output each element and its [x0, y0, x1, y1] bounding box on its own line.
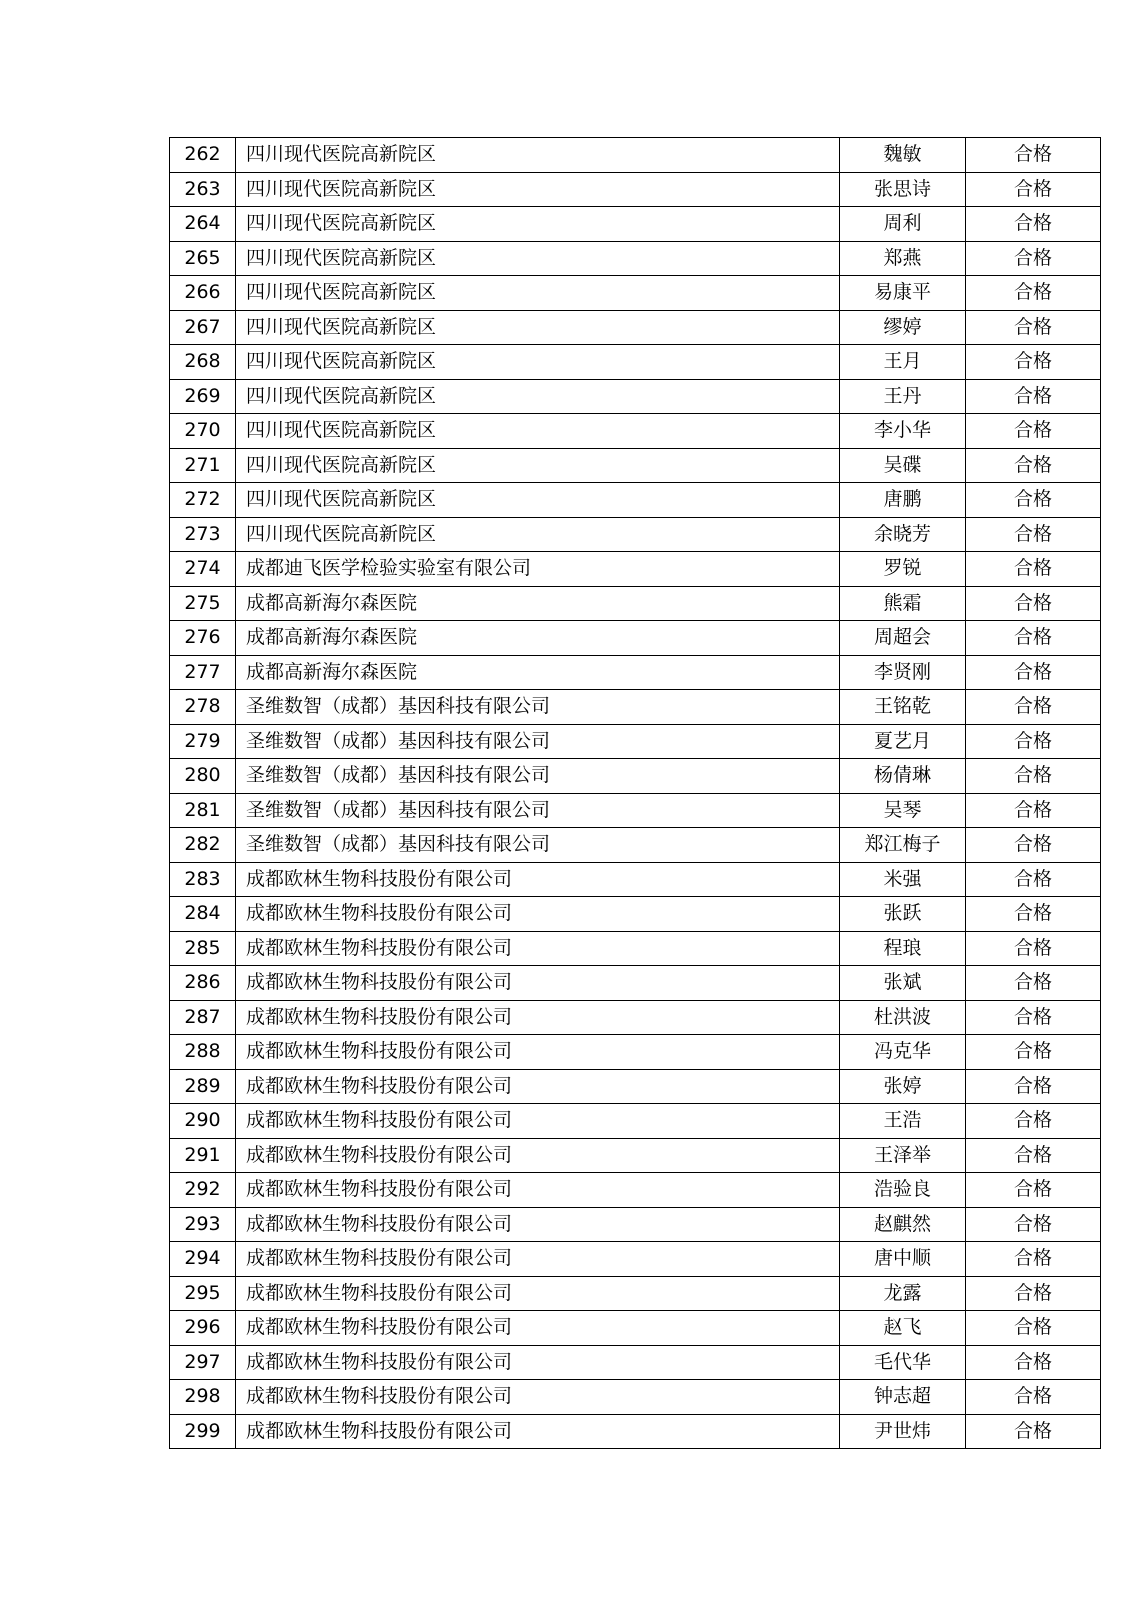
- organization-cell: 成都欧林生物科技股份有限公司: [236, 1242, 840, 1277]
- row-number-cell: 280: [170, 759, 236, 794]
- person-name-cell: 吴碟: [840, 448, 966, 483]
- row-number-cell: 270: [170, 414, 236, 449]
- result-cell: 合格: [966, 759, 1101, 794]
- organization-cell: 成都高新海尔森医院: [236, 655, 840, 690]
- person-name-cell: 赵飞: [840, 1311, 966, 1346]
- person-name-cell: 缪婷: [840, 310, 966, 345]
- person-name-cell: 王泽举: [840, 1138, 966, 1173]
- organization-cell: 成都欧林生物科技股份有限公司: [236, 862, 840, 897]
- row-number-cell: 269: [170, 379, 236, 414]
- organization-cell: 圣维数智（成都）基因科技有限公司: [236, 690, 840, 725]
- result-cell: 合格: [966, 724, 1101, 759]
- row-number-cell: 275: [170, 586, 236, 621]
- organization-cell: 四川现代医院高新院区: [236, 379, 840, 414]
- table-row: [170, 931, 1101, 966]
- row-number-cell: 279: [170, 724, 236, 759]
- result-cell: 合格: [966, 138, 1101, 173]
- table-row: [170, 1242, 1101, 1277]
- organization-cell: 成都欧林生物科技股份有限公司: [236, 966, 840, 1001]
- person-name-cell: 夏艺月: [840, 724, 966, 759]
- person-name-cell: 尹世炜: [840, 1414, 966, 1449]
- organization-cell: 圣维数智（成都）基因科技有限公司: [236, 828, 840, 863]
- row-number-cell: 290: [170, 1104, 236, 1139]
- row-number-cell: 274: [170, 552, 236, 587]
- table-row: [170, 655, 1101, 690]
- result-cell: 合格: [966, 793, 1101, 828]
- result-cell: 合格: [966, 414, 1101, 449]
- row-number-cell: 272: [170, 483, 236, 518]
- result-cell: 合格: [966, 1311, 1101, 1346]
- row-number-cell: 266: [170, 276, 236, 311]
- person-name-cell: 张思诗: [840, 172, 966, 207]
- organization-cell: 成都欧林生物科技股份有限公司: [236, 1000, 840, 1035]
- row-number-cell: 263: [170, 172, 236, 207]
- result-cell: 合格: [966, 621, 1101, 656]
- table-row: [170, 207, 1101, 242]
- table-row: [170, 1311, 1101, 1346]
- person-name-cell: 熊霜: [840, 586, 966, 621]
- person-name-cell: 王月: [840, 345, 966, 380]
- organization-cell: 成都欧林生物科技股份有限公司: [236, 1138, 840, 1173]
- results-table: [169, 137, 1101, 1449]
- result-cell: 合格: [966, 345, 1101, 380]
- row-number-cell: 283: [170, 862, 236, 897]
- organization-cell: 圣维数智（成都）基因科技有限公司: [236, 793, 840, 828]
- organization-cell: 成都欧林生物科技股份有限公司: [236, 1345, 840, 1380]
- organization-cell: 四川现代医院高新院区: [236, 241, 840, 276]
- table-row: [170, 1173, 1101, 1208]
- result-cell: 合格: [966, 1138, 1101, 1173]
- person-name-cell: 赵麒然: [840, 1207, 966, 1242]
- table-row: [170, 345, 1101, 380]
- row-number-cell: 268: [170, 345, 236, 380]
- person-name-cell: 米强: [840, 862, 966, 897]
- table-row: [170, 1104, 1101, 1139]
- row-number-cell: 264: [170, 207, 236, 242]
- person-name-cell: 王丹: [840, 379, 966, 414]
- organization-cell: 成都欧林生物科技股份有限公司: [236, 1276, 840, 1311]
- result-cell: 合格: [966, 241, 1101, 276]
- organization-cell: 四川现代医院高新院区: [236, 172, 840, 207]
- table-row: [170, 621, 1101, 656]
- row-number-cell: 294: [170, 1242, 236, 1277]
- table-row: [170, 1069, 1101, 1104]
- organization-cell: 成都欧林生物科技股份有限公司: [236, 1207, 840, 1242]
- table-row: [170, 862, 1101, 897]
- table-row: [170, 310, 1101, 345]
- result-cell: 合格: [966, 655, 1101, 690]
- row-number-cell: 298: [170, 1380, 236, 1415]
- person-name-cell: 周利: [840, 207, 966, 242]
- row-number-cell: 291: [170, 1138, 236, 1173]
- table-row: [170, 1380, 1101, 1415]
- result-cell: 合格: [966, 897, 1101, 932]
- table-row: [170, 586, 1101, 621]
- organization-cell: 成都欧林生物科技股份有限公司: [236, 1414, 840, 1449]
- organization-cell: 成都欧林生物科技股份有限公司: [236, 1104, 840, 1139]
- table-row: [170, 483, 1101, 518]
- table-row: [170, 448, 1101, 483]
- row-number-cell: 271: [170, 448, 236, 483]
- table-row: [170, 414, 1101, 449]
- person-name-cell: 罗锐: [840, 552, 966, 587]
- person-name-cell: 冯克华: [840, 1035, 966, 1070]
- person-name-cell: 毛代华: [840, 1345, 966, 1380]
- organization-cell: 四川现代医院高新院区: [236, 207, 840, 242]
- result-cell: 合格: [966, 586, 1101, 621]
- person-name-cell: 余晓芳: [840, 517, 966, 552]
- result-cell: 合格: [966, 483, 1101, 518]
- table-row: [170, 1276, 1101, 1311]
- row-number-cell: 262: [170, 138, 236, 173]
- result-cell: 合格: [966, 310, 1101, 345]
- table-row: [170, 172, 1101, 207]
- person-name-cell: 王铭乾: [840, 690, 966, 725]
- person-name-cell: 程琅: [840, 931, 966, 966]
- organization-cell: 成都欧林生物科技股份有限公司: [236, 1380, 840, 1415]
- row-number-cell: 281: [170, 793, 236, 828]
- organization-cell: 成都欧林生物科技股份有限公司: [236, 1173, 840, 1208]
- result-cell: 合格: [966, 448, 1101, 483]
- result-cell: 合格: [966, 1242, 1101, 1277]
- person-name-cell: 周超会: [840, 621, 966, 656]
- result-cell: 合格: [966, 862, 1101, 897]
- result-cell: 合格: [966, 690, 1101, 725]
- row-number-cell: 276: [170, 621, 236, 656]
- organization-cell: 四川现代医院高新院区: [236, 414, 840, 449]
- result-cell: 合格: [966, 1207, 1101, 1242]
- organization-cell: 四川现代医院高新院区: [236, 483, 840, 518]
- table-row: [170, 517, 1101, 552]
- row-number-cell: 286: [170, 966, 236, 1001]
- organization-cell: 四川现代医院高新院区: [236, 345, 840, 380]
- row-number-cell: 282: [170, 828, 236, 863]
- table-row: [170, 793, 1101, 828]
- table-row: [170, 1345, 1101, 1380]
- table-row: [170, 241, 1101, 276]
- table-row: [170, 724, 1101, 759]
- person-name-cell: 吴琴: [840, 793, 966, 828]
- person-name-cell: 杨倩琳: [840, 759, 966, 794]
- result-cell: 合格: [966, 207, 1101, 242]
- table-row: [170, 138, 1101, 173]
- person-name-cell: 钟志超: [840, 1380, 966, 1415]
- row-number-cell: 299: [170, 1414, 236, 1449]
- person-name-cell: 张斌: [840, 966, 966, 1001]
- person-name-cell: 魏敏: [840, 138, 966, 173]
- organization-cell: 四川现代医院高新院区: [236, 138, 840, 173]
- result-cell: 合格: [966, 1104, 1101, 1139]
- result-cell: 合格: [966, 931, 1101, 966]
- table-row: [170, 1414, 1101, 1449]
- row-number-cell: 295: [170, 1276, 236, 1311]
- result-cell: 合格: [966, 828, 1101, 863]
- organization-cell: 四川现代医院高新院区: [236, 517, 840, 552]
- organization-cell: 四川现代医院高新院区: [236, 310, 840, 345]
- table-row: [170, 897, 1101, 932]
- table-row: [170, 379, 1101, 414]
- person-name-cell: 郑江梅子: [840, 828, 966, 863]
- result-cell: 合格: [966, 1345, 1101, 1380]
- organization-cell: 成都欧林生物科技股份有限公司: [236, 1311, 840, 1346]
- result-cell: 合格: [966, 1414, 1101, 1449]
- person-name-cell: 张跃: [840, 897, 966, 932]
- result-cell: 合格: [966, 1035, 1101, 1070]
- row-number-cell: 285: [170, 931, 236, 966]
- organization-cell: 成都迪飞医学检验实验室有限公司: [236, 552, 840, 587]
- table-row: [170, 1000, 1101, 1035]
- organization-cell: 成都高新海尔森医院: [236, 621, 840, 656]
- table-row: [170, 966, 1101, 1001]
- organization-cell: 四川现代医院高新院区: [236, 276, 840, 311]
- row-number-cell: 289: [170, 1069, 236, 1104]
- row-number-cell: 278: [170, 690, 236, 725]
- results-table-body: [170, 138, 1101, 1449]
- person-name-cell: 唐中顺: [840, 1242, 966, 1277]
- person-name-cell: 易康平: [840, 276, 966, 311]
- organization-cell: 成都欧林生物科技股份有限公司: [236, 897, 840, 932]
- row-number-cell: 284: [170, 897, 236, 932]
- row-number-cell: 265: [170, 241, 236, 276]
- row-number-cell: 267: [170, 310, 236, 345]
- person-name-cell: 郑燕: [840, 241, 966, 276]
- organization-cell: 成都高新海尔森医院: [236, 586, 840, 621]
- row-number-cell: 297: [170, 1345, 236, 1380]
- result-cell: 合格: [966, 379, 1101, 414]
- table-row: [170, 759, 1101, 794]
- row-number-cell: 292: [170, 1173, 236, 1208]
- organization-cell: 圣维数智（成都）基因科技有限公司: [236, 724, 840, 759]
- table-row: [170, 276, 1101, 311]
- result-cell: 合格: [966, 276, 1101, 311]
- person-name-cell: 李贤刚: [840, 655, 966, 690]
- result-cell: 合格: [966, 1069, 1101, 1104]
- person-name-cell: 王浩: [840, 1104, 966, 1139]
- result-cell: 合格: [966, 1276, 1101, 1311]
- organization-cell: 成都欧林生物科技股份有限公司: [236, 1069, 840, 1104]
- person-name-cell: 龙露: [840, 1276, 966, 1311]
- result-cell: 合格: [966, 552, 1101, 587]
- table-row: [170, 1035, 1101, 1070]
- row-number-cell: 296: [170, 1311, 236, 1346]
- result-cell: 合格: [966, 172, 1101, 207]
- organization-cell: 成都欧林生物科技股份有限公司: [236, 1035, 840, 1070]
- row-number-cell: 277: [170, 655, 236, 690]
- result-cell: 合格: [966, 1380, 1101, 1415]
- table-row: [170, 1138, 1101, 1173]
- result-cell: 合格: [966, 517, 1101, 552]
- table-row: [170, 1207, 1101, 1242]
- organization-cell: 四川现代医院高新院区: [236, 448, 840, 483]
- row-number-cell: 287: [170, 1000, 236, 1035]
- result-cell: 合格: [966, 1173, 1101, 1208]
- row-number-cell: 293: [170, 1207, 236, 1242]
- result-cell: 合格: [966, 966, 1101, 1001]
- person-name-cell: 杜洪波: [840, 1000, 966, 1035]
- organization-cell: 圣维数智（成都）基因科技有限公司: [236, 759, 840, 794]
- person-name-cell: 浩验良: [840, 1173, 966, 1208]
- person-name-cell: 张婷: [840, 1069, 966, 1104]
- person-name-cell: 唐鹏: [840, 483, 966, 518]
- table-row: [170, 828, 1101, 863]
- organization-cell: 成都欧林生物科技股份有限公司: [236, 931, 840, 966]
- result-cell: 合格: [966, 1000, 1101, 1035]
- table-row: [170, 690, 1101, 725]
- row-number-cell: 273: [170, 517, 236, 552]
- table-row: [170, 552, 1101, 587]
- row-number-cell: 288: [170, 1035, 236, 1070]
- person-name-cell: 李小华: [840, 414, 966, 449]
